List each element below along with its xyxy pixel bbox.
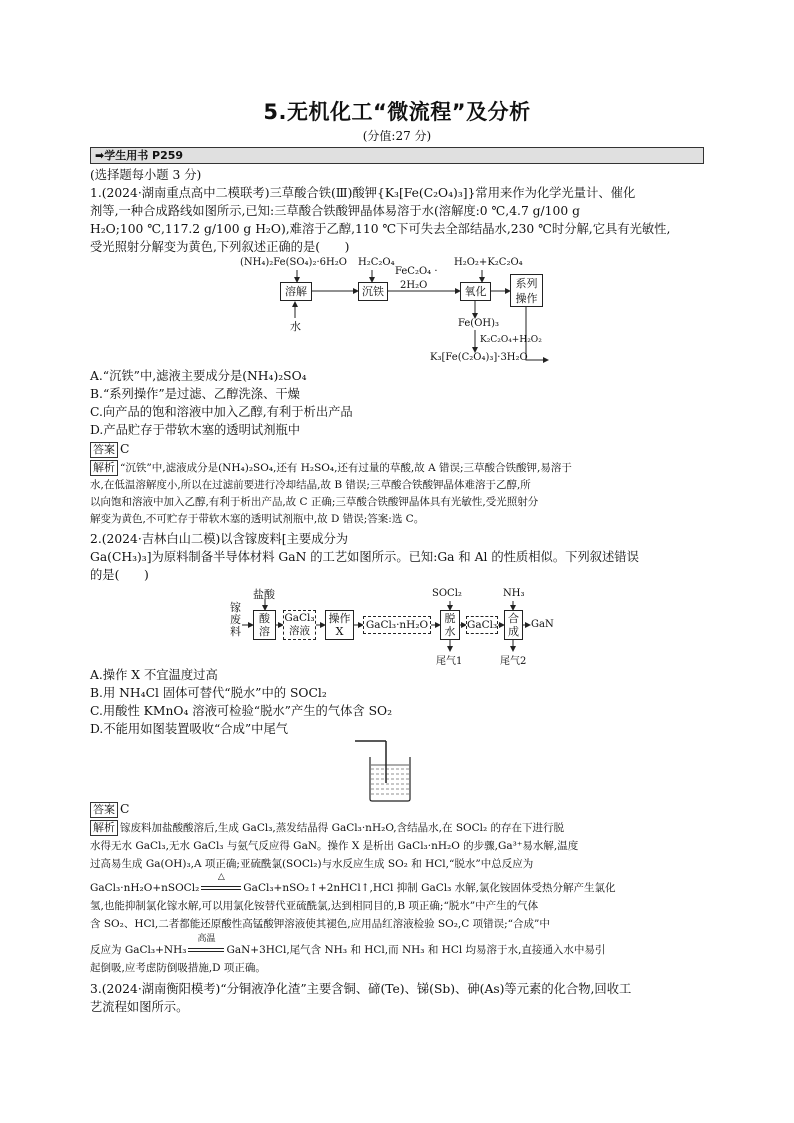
q1-stem-line-3: H₂O;100 ℃,117.2 g/100 g H₂O),难溶于乙醇,110 ℃下可失去全部结晶水,230 ℃时分解,它具有光敏性,	[90, 222, 671, 236]
q2-tail-gas-2: 尾气2	[500, 656, 527, 667]
eq2-right: GaN+3HCl,尾气含 NH₃ 和 HCl,而 NH₃ 和 HCl 均易溶于水,直接通入水中易引	[226, 944, 606, 956]
q1-answer-tag: 答案	[90, 442, 118, 458]
q1-stem-line-4: 受光照射分解变为黄色,下列叙述正确的是( )	[90, 240, 350, 254]
q2-acid: 盐酸	[253, 588, 275, 601]
q2-box-operation-x: 操作X	[325, 610, 354, 640]
q1-reagent-3: FeC₂O₄ ·	[395, 266, 438, 277]
q2-option-a: A.操作 X 不宜温度过高	[90, 668, 218, 682]
eq1-condition: △	[217, 872, 225, 882]
q2-box-gacl3: GaCl₃	[466, 616, 498, 634]
eq2-arrow	[186, 934, 226, 958]
q2-waste: 镓废料	[230, 601, 241, 638]
q2-equation-1	[90, 872, 704, 896]
q1-box-series: 系列操作	[510, 274, 543, 307]
q2-analysis-text-1: 镓废料加盐酸酸溶后,生成 GaCl₃,蒸发结晶得 GaCl₃·nH₂O,含结晶水,在 SOCl₂ 的存在下进行脱	[120, 822, 565, 834]
q2-analysis-line-3: 过高易生成 Ga(OH)₃,A 项正确;亚硫酰氯(SOCl₂)与水反应生成 SO₂ 和 HCl,“脱水”中总反应为	[90, 858, 534, 870]
q2-product: GaN	[531, 619, 554, 630]
q1-box-dissolve: 溶解	[280, 282, 312, 301]
eq2-left: 反应为 GaCl₃+NH₃	[90, 944, 187, 956]
q2-option-b: B.用 NH₄Cl 固体可替代“脱水”中的 SOCl₂	[90, 686, 327, 700]
q2-analysis-line-5: 氢,也能抑制氯化镓水解,可以用氯化铵替代亚硫酰氯,达到相同目的,B 项正确;“脱水”中产生的气体	[90, 900, 539, 912]
q2-stem-line-2: Ga(CH₃)₃]为原料制备半导体材料 GaN 的工艺如图所示。已知:Ga 和 Al 的性质相似。下列叙述错误	[90, 550, 639, 564]
q1-analysis-text-1: “沉铁”中,滤液成分是(NH₄)₂SO₄,还有 H₂SO₄,还有过量的草酸,故 A 错误;三草酸合铁酸钾,易溶于	[120, 462, 572, 474]
q2-option-c: C.用酸性 KMnO₄ 溶液可检验“脱水”产生的气体含 SO₂	[90, 704, 393, 718]
q2-answer: C	[120, 802, 130, 816]
q2-answer-row	[90, 800, 704, 818]
q1-reagent-3b: 2H₂O	[400, 280, 428, 291]
q2-box-dissolve: 酸溶	[253, 610, 276, 640]
q2-analysis-tag: 解析	[90, 820, 118, 836]
q2-box-dehydrate: 脱水	[440, 610, 460, 640]
q1-analysis-line-3: 以向饱和溶液中加入乙醇,有利于析出产品,故 C 正确;三草酸合铁酸钾晶体具有光敏性,受光照射分	[90, 496, 539, 508]
q2-nh3: NH₃	[503, 588, 525, 599]
q1-reagent-2: H₂C₂O₄	[358, 257, 395, 268]
eq2-condition: 高温	[197, 934, 216, 944]
q1-option-d: D.产品贮存于带软木塞的透明试剂瓶中	[90, 423, 301, 437]
q2-analysis-line-1	[90, 820, 704, 836]
eq1-right: GaCl₃+nSO₂↑+2nHCl↑,HCl 抑制 GaCl₃ 水解,氯化铵固体受热分解产生氯化	[243, 882, 616, 894]
beaker-icon	[340, 735, 420, 805]
q3-stem-line-2: 艺流程如图所示。	[90, 1000, 189, 1014]
q1-answer: C	[120, 442, 130, 456]
q2-analysis-line-8: 起倒吸,应考虑防倒吸措施,D 项正确。	[90, 962, 266, 974]
q2-flow-arrows	[90, 0, 704, 700]
question-note: (选择题每小题 3 分)	[90, 168, 202, 182]
score-note: (分值:27 分)	[362, 129, 432, 143]
q2-flow-diagram	[90, 0, 704, 700]
eq1-left: GaCl₃·nH₂O+nSOCl₂	[90, 882, 200, 894]
book-reference-bar: ➡学生用书 P259	[90, 147, 704, 164]
q1-product: K₃[Fe(C₂O₄)₃]·3H₂O	[430, 352, 528, 363]
q3-stem-line-1: 3.(2024·湖南衡阳模考)“分铜液净化渣”主要含铜、碲(Te)、锑(Sb)、砷(As)等元素的化合物,回收工	[90, 982, 632, 996]
q1-box-oxidize: 氧化	[460, 282, 491, 301]
q1-reagent-4: H₂O₂+K₂C₂O₄	[454, 257, 523, 268]
q2-option-d: D.不能用如图装置吸收“合成”中尾气	[90, 722, 289, 736]
q1-analysis-line-4: 解变为黄色,不可贮存于带软木塞的透明试剂瓶中,故 D 错误;答案:选 C。	[90, 513, 425, 525]
q2-analysis-line-6: 含 SO₂、HCl,二者都能还原酸性高锰酸钾溶液使其褪色,应用品红溶液检验 SO₂,C 项错误;“合成”中	[90, 918, 550, 930]
q1-option-a: A.“沉铁”中,滤液主要成分是(NH₄)₂SO₄	[90, 369, 307, 383]
q2-box-solution: GaCl₃溶液	[283, 610, 316, 640]
q1-water: 水	[290, 320, 301, 333]
q2-answer-tag: 答案	[90, 802, 118, 818]
q2-socl2: SOCl₂	[432, 588, 462, 599]
q1-option-c: C.向产品的饱和溶液中加入乙醇,有利于析出产品	[90, 405, 353, 419]
q1-added-reagent: K₂C₂O₄+H₂O₂	[480, 335, 542, 345]
q1-stem-line-2: 剂等,一种合成路线如图所示,已知:三草酸合铁酸钾晶体易溶于水(溶解度:0 ℃,4.7 g/100 g	[90, 204, 580, 218]
q1-analysis-tag: 解析	[90, 460, 118, 476]
eq1-arrow	[199, 872, 243, 896]
q2-equation-2	[90, 934, 704, 958]
beaker-apparatus	[340, 735, 420, 805]
q2-analysis-line-2: 水得无水 GaCl₃,无水 GaCl₃ 与氨气反应得 GaN。操作 X 是析出 GaCl₃·nH₂O 的步骤,Ga³⁺易水解,温度	[90, 840, 579, 852]
q1-analysis-line-2: 水,在低温溶解度小,所以在过滤前要进行冷却结晶,故 B 错误;三草酸合铁酸钾晶体难溶于乙醇,所	[90, 479, 531, 491]
q2-tail-gas-1: 尾气1	[436, 656, 463, 667]
page-title: 5.无机化工“微流程”及分析	[263, 100, 531, 124]
q2-stem-line-1: 2.(2024·吉林白山二模)以含镓废料[主要成分为	[90, 532, 349, 546]
q1-byproduct: Fe(OH)₃	[458, 318, 500, 329]
q1-box-precipitate: 沉铁	[358, 282, 388, 301]
q2-stem-line-3: 的是( )	[90, 568, 149, 582]
q2-box-synthesis: 合成	[504, 610, 523, 640]
q1-reagent-1: (NH₄)₂Fe(SO₄)₂·6H₂O	[240, 257, 347, 268]
q2-box-hydrate: GaCl₃·nH₂O	[363, 616, 431, 634]
q1-stem-line-1: 1.(2024·湖南重点高中二模联考)三草酸合铁(Ⅲ)酸钾{K₃[Fe(C₂O₄)₃]}常用来作为化学光量计、催化	[90, 186, 636, 200]
q1-option-b: B.“系列操作”是过滤、乙醇洗涤、干燥	[90, 387, 300, 401]
